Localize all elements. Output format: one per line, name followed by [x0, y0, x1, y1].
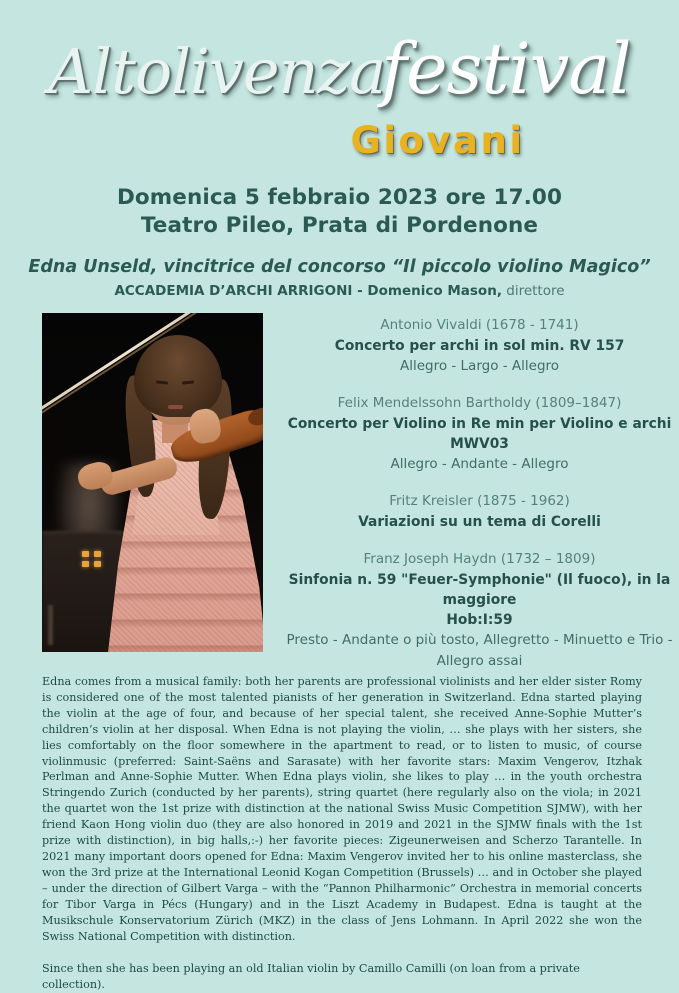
poster-main-row	[0, 313, 679, 673]
program-work	[280, 491, 679, 532]
photo-amber-lights	[82, 551, 104, 569]
work-movements: Allegro - Andante - Allegro	[390, 456, 569, 473]
program-list	[280, 315, 679, 671]
program-work	[280, 393, 679, 474]
work-composer: Antonio Vivaldi (1678 - 1741)	[380, 317, 579, 334]
festival-logo	[0, 28, 679, 110]
program-work	[280, 315, 679, 376]
biography-section	[42, 674, 642, 993]
work-movements: Allegro - Largo - Allegro	[399, 357, 560, 374]
work-title: Concerto per Violino in Re min per Violino e archi MWV03	[287, 416, 672, 453]
work-title: Variazioni su un tema di Corelli	[358, 514, 601, 531]
logo-word-festival: festival	[381, 28, 631, 110]
work-composer: Felix Mendelssohn Bartholdy (1809–1847)	[337, 395, 622, 412]
program-work	[280, 549, 679, 670]
logo-word-altolivenza: Altolivenza	[48, 35, 386, 108]
soloist-line: Edna Unseld, vincitrice del concorso “Il piccolo violino Magico”	[28, 256, 651, 277]
work-composer: Franz Joseph Haydn (1732 – 1809)	[363, 551, 596, 568]
event-venue: Teatro Pileo, Prata di Pordenone	[140, 212, 539, 238]
work-composer: Fritz Kreisler (1875 - 1962)	[389, 493, 570, 510]
event-date: Domenica 5 febbraio 2023 ore 17.00	[116, 185, 563, 210]
ensemble-role: direttore	[506, 282, 565, 299]
work-title: Concerto per archi in sol min. RV 157	[334, 337, 625, 354]
violinist-photo	[42, 313, 263, 652]
poster-masthead	[0, 0, 679, 172]
ensemble-name: ACCADEMIA D’ARCHI ARRIGONI - Domenico Mason,	[114, 282, 502, 299]
photo-music-stand	[48, 605, 53, 645]
biography-closing-note: Since then she has been playing an old Italian violin by Camillo Camilli (on loan from a private collection).	[42, 962, 580, 992]
biography-paragraph: Edna comes from a musical family: both her parents are professional violinists and her elder sister Romy is considered one of the most talented pianists of her generation in Switzerland. Edna started playing the violin at the age of four, and because of her special talent, she received Anne-Sophie Mutter’s children’s violin at her disposal. When Edna is not playing the violin, … she plays with her sisters, she lies comfortably on the floor somewhere in the apartment to read, or to listen to music, of course violinmusic (preferred: Saint-Saëns and Sarasate) with her favorite stars: Maxim Vengerov, Itzhak Perlman and Anne-Sophie Mutter. When Edna plays violin, she likes to play … in the youth orchestra Stringendo Zurich (conducted by her parents), string quartet (here regularly also on the viola; in 2021 the quartet won the 1st prize with distinction at the national Swiss Music Competition SJMW), with her friend Kaon Hong violin duo (they are also honored in 2019 and 2021 in the SJMW finals with the 1st prize with distinction), in big halls,:-) her favorite pieces: Zigeunerweisen and Scherzo Tarantelle. In 2021 many important doors opened for Edna: Maxim Vengerov invited her to his online masterclass, she won the 3rd prize at the International Leonid Kogan Competition (Brussels) … and in October she played – under the direction of Gilbert Varga – with the “Pannon Philharmonic” Orchestra in memorial concerts for Tibor Varga in Pécs (Hungary) and in the Liszt Academy in Budapest. Edna is taught at the Musikschule Konservatorium Zürich (MKZ) in the class of Jens Lohmann. In April 2022 she won the Swiss National Competition with distinction.	[42, 675, 642, 943]
logo-subtitle-giovani: Giovani	[350, 119, 525, 162]
ensemble-line	[0, 283, 679, 299]
photo-mouth	[168, 405, 183, 409]
logo-subtitle-wrap	[0, 119, 679, 162]
work-movements: Presto - Andante o più tosto, Allegretto - Minuetto e Trio - Allegro assai	[286, 632, 673, 669]
event-header	[0, 184, 679, 299]
work-title: Sinfonia n. 59 "Feuer-Symphonie" (Il fuoco), in la maggiore	[288, 572, 671, 609]
work-title-second-line: Hob:I:59	[446, 612, 513, 629]
